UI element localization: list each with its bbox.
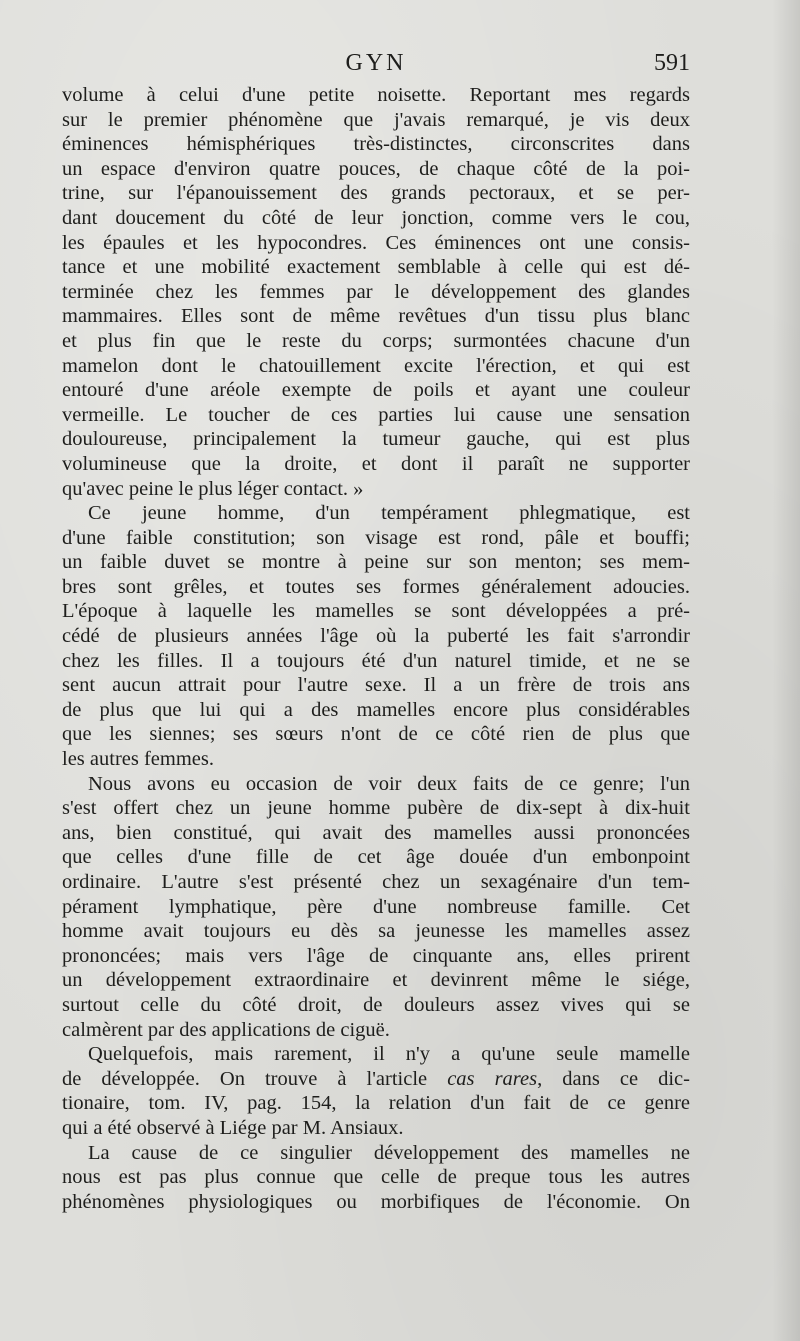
text-line: trine, sur l'épanouissement des grands pectoraux, et se per- <box>62 182 690 205</box>
text-line: que celles d'une fille de cet âge douée d'un embonpoint <box>62 846 690 869</box>
text-line: qui a été observé à Liége par M. Ansiaux. <box>62 1116 404 1139</box>
text-line: vermeille. Le toucher de ces parties lui cause une sensation <box>62 403 690 426</box>
text-line: calmèrent par des applications de ciguë. <box>62 1018 390 1041</box>
body-text <box>62 83 690 1214</box>
text-line: La cause de ce singulier développement des mamelles ne <box>88 1141 690 1164</box>
text-line: L'époque à laquelle les mamelles se sont développées a pré- <box>62 600 690 623</box>
text-line: et plus fin que le reste du corps; surmontées chacune d'un <box>62 329 690 352</box>
text-line: de plus que lui qui a des mamelles encore plus considérables <box>62 698 690 721</box>
text-line: éminences hémisphériques très-distinctes, circonscrites dans <box>62 133 690 156</box>
text-line: dant doucement du côté de leur jonction, comme vers le cou, <box>62 206 690 229</box>
text-line: sur le premier phénomène que j'avais remarqué, je vis deux <box>62 108 690 131</box>
text-line: cédé de plusieurs années l'âge où la puberté les fait s'arrondir <box>62 625 690 648</box>
text-line: homme avait toujours eu dès sa jeunesse les mamelles assez <box>62 920 690 943</box>
text-line: volumineuse que la droite, et dont il paraît ne supporter <box>62 452 690 475</box>
italic-article-title: cas rares <box>447 1067 538 1090</box>
text-line: un faible duvet se montre à peine sur son menton; ses mem- <box>62 551 690 574</box>
text-line: tionaire, tom. IV, pag. 154, la relation d'un fait de ce genre <box>62 1092 690 1115</box>
text-line: Nous avons eu occasion de voir deux faits de ce genre; l'un <box>88 772 690 795</box>
text-line: Quelquefois, mais rarement, il n'y a qu'une seule mamelle <box>88 1043 690 1066</box>
text-line: les épaules et les hypocondres. Ces éminences ont une consis- <box>62 231 690 254</box>
text-line: chez les filles. Il a toujours été d'un naturel timide, et ne se <box>62 649 690 672</box>
text-line: terminée chez les femmes par le développement des glandes <box>62 280 690 303</box>
text-line: les autres femmes. <box>62 748 214 771</box>
text-segment: , dans ce dic- <box>537 1067 690 1090</box>
running-head <box>62 50 690 82</box>
text-line: entouré d'une aréole exempte de poils et ayant une couleur <box>62 379 690 402</box>
text-line: volume à celui d'une petite noisette. Reportant mes regards <box>62 84 690 106</box>
text-line: pérament lymphatique, père d'une nombreuse famille. Cet <box>62 895 690 918</box>
text-line: ans, bien constitué, qui avait des mamelles aussi prononcées <box>62 821 690 844</box>
text-line: surtout celle du côté droit, de douleurs assez vives qui se <box>62 993 690 1016</box>
text-line: d'une faible constitution; son visage est rond, pâle et bouffi; <box>62 526 690 549</box>
text-line: nous est pas plus connue que celle de preque tous les autres <box>62 1166 690 1189</box>
text-line: un espace d'environ quatre pouces, de chaque côté de la poi- <box>62 157 690 180</box>
text-line-with-italic <box>62 1067 690 1092</box>
text-line: sent aucun attrait pour l'autre sexe. Il a un frère de trois ans <box>62 674 690 697</box>
text-line: s'est offert chez un jeune homme pubère de dix-sept à dix-huit <box>62 797 690 820</box>
text-line: mammaires. Elles sont de même revêtues d'un tissu plus blanc <box>62 305 690 328</box>
text-line: prononcées; mais vers l'âge de cinquante ans, elles prirent <box>62 944 690 967</box>
page-number: 591 <box>654 50 690 76</box>
text-line: qu'avec peine le plus léger contact. » <box>62 477 364 500</box>
text-line: douloureuse, principalement la tumeur gauche, qui est plus <box>62 428 690 451</box>
text-line: bres sont grêles, et toutes ses formes généralement adoucies. <box>62 575 690 598</box>
text-line: mamelon dont le chatouillement excite l'érection, et qui est <box>62 354 690 377</box>
text-line: Ce jeune homme, d'un tempérament phlegmatique, est <box>88 502 690 525</box>
running-head-title: GYN <box>345 50 407 76</box>
page-edge-shadow <box>772 0 800 1341</box>
text-line: que les siennes; ses sœurs n'ont de ce côté rien de plus que <box>62 723 690 746</box>
text-line: ordinaire. L'autre s'est présenté chez un sexagénaire d'un tem- <box>62 871 690 893</box>
text-line: tance et une mobilité exactement semblable à celle qui est dé- <box>62 256 690 279</box>
text-line: un développement extraordinaire et devinrent même le siége, <box>62 969 690 992</box>
text-segment: de développée. On trouve à l'article <box>62 1067 428 1090</box>
text-line: phénomènes physiologiques ou morbifiques de l'économie. On <box>62 1190 690 1213</box>
